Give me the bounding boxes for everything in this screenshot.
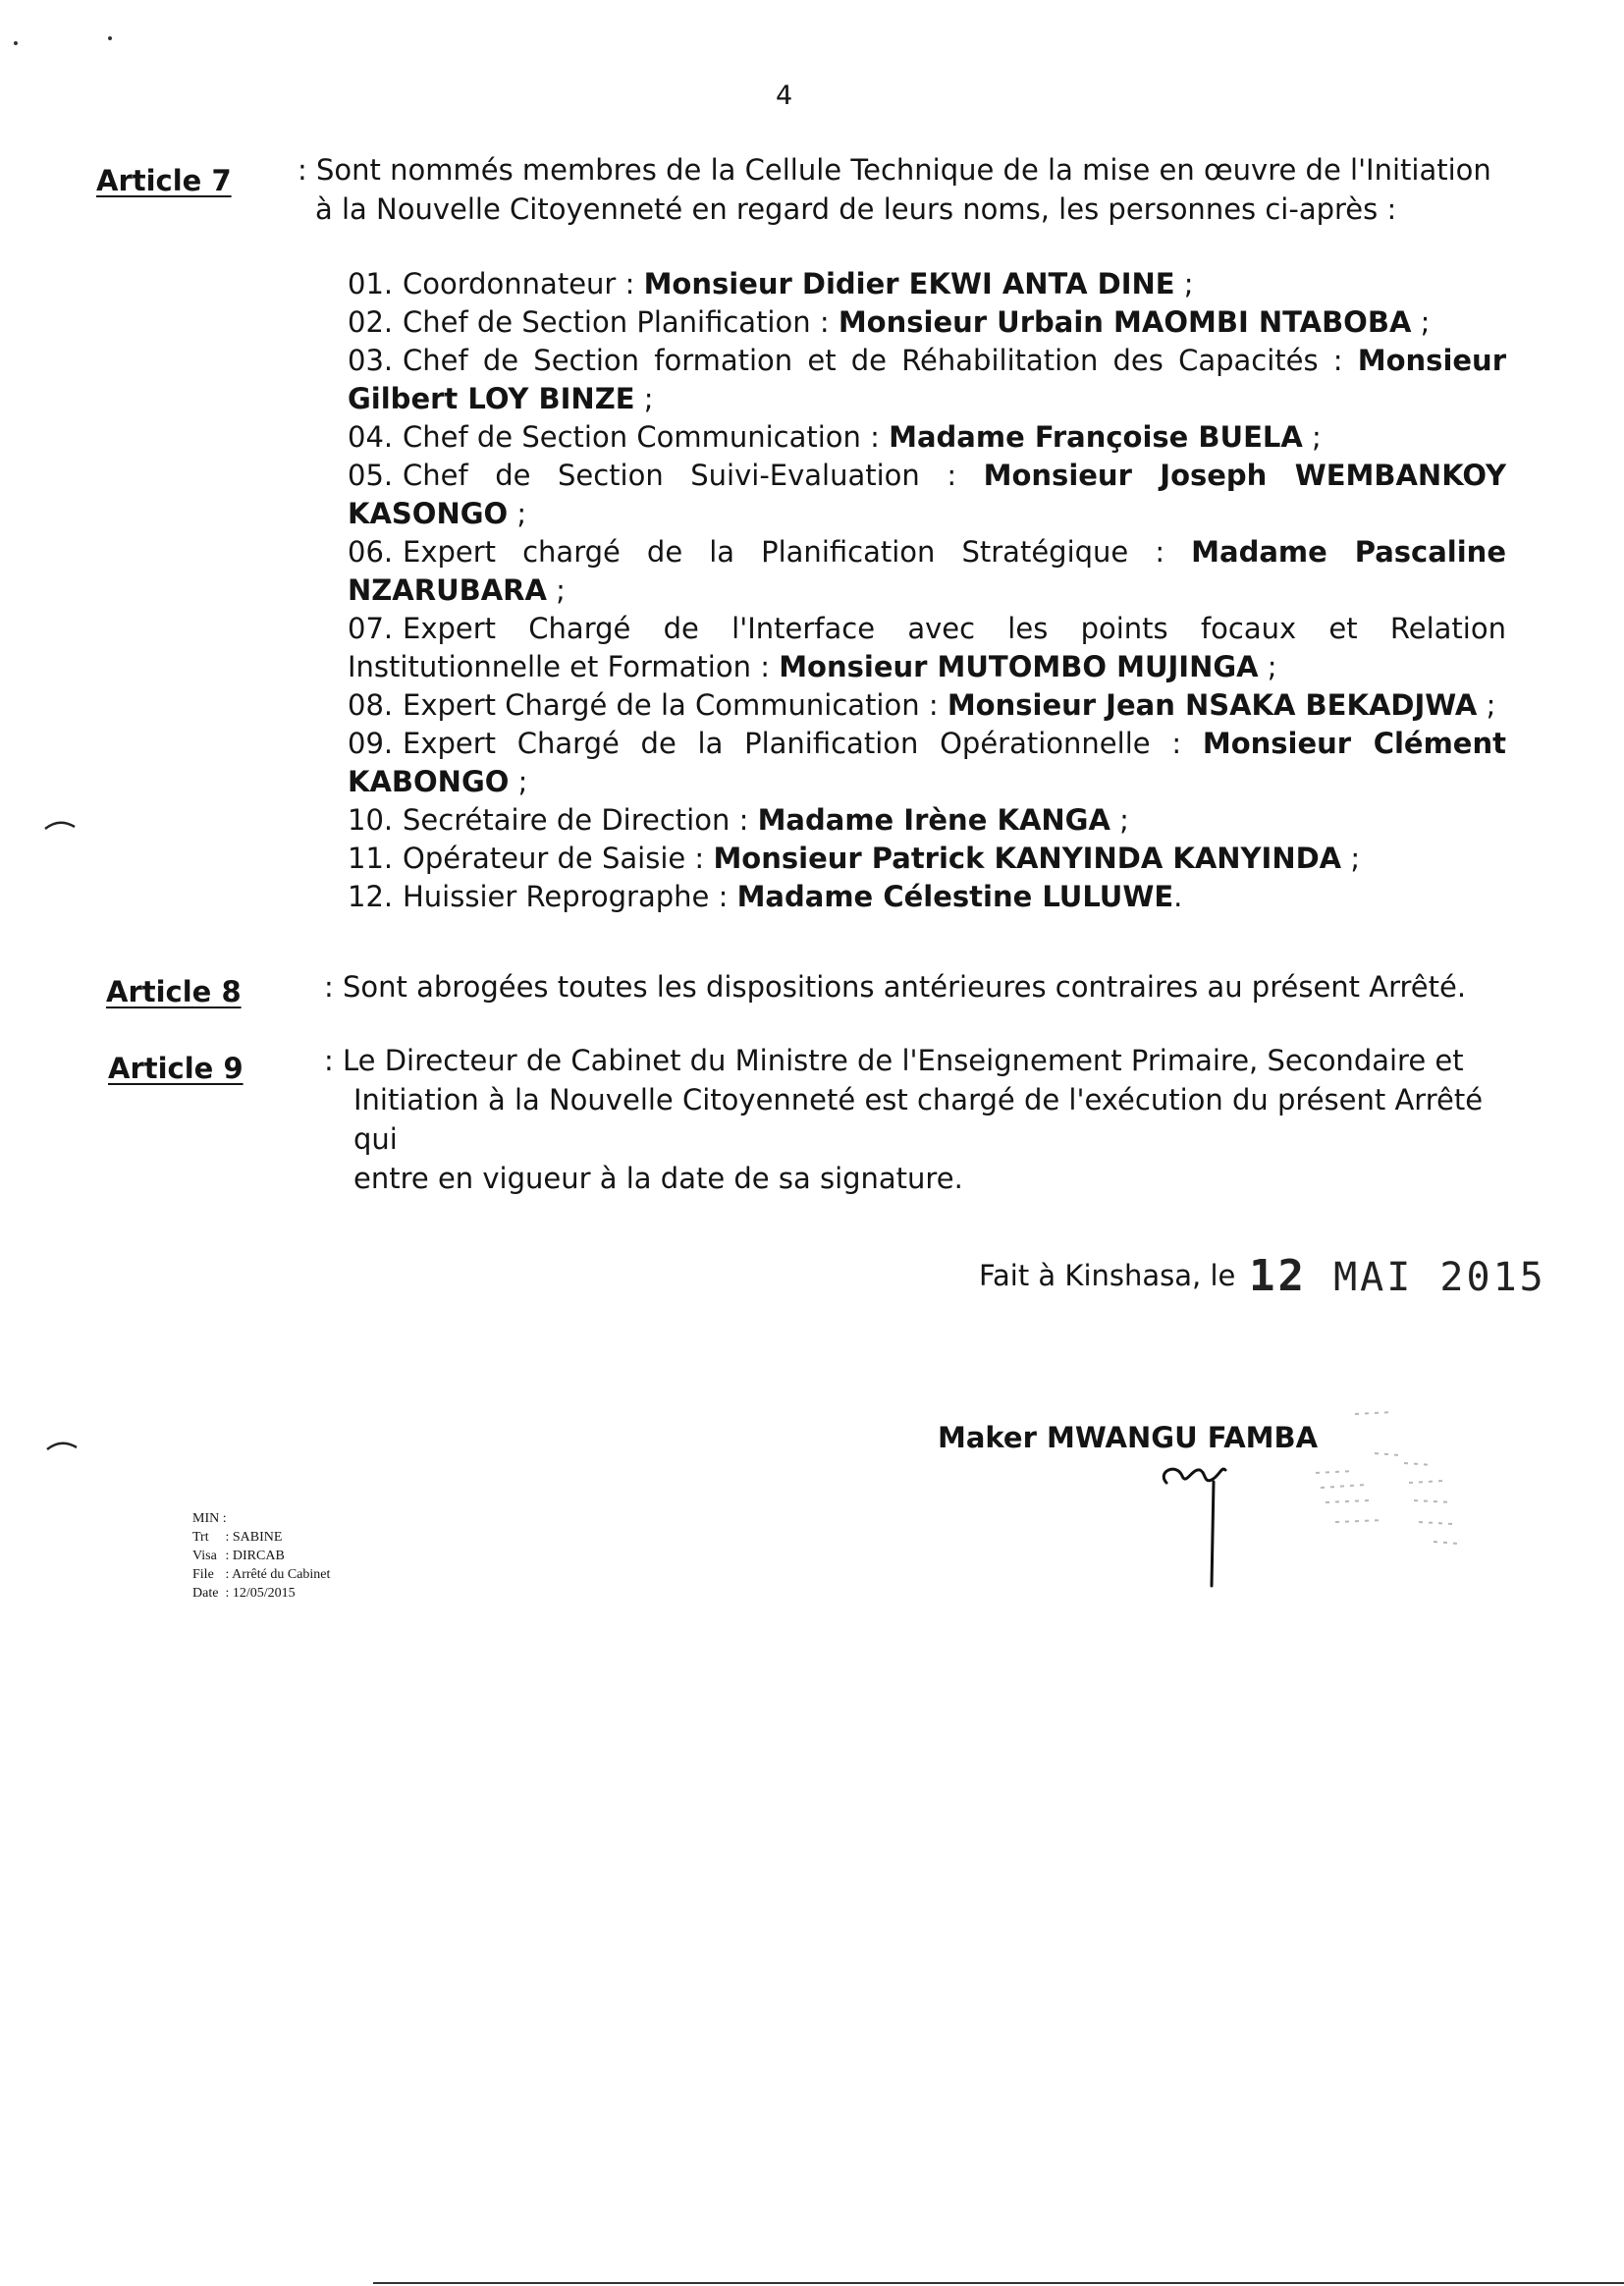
member-name: Monsieur MUTOMBO MUJINGA [779, 650, 1259, 683]
article-9-line-3: entre en vigueur à la date de sa signature. [353, 1162, 963, 1195]
reference-label: File [192, 1567, 214, 1582]
reference-row [192, 1584, 330, 1603]
faded-seal-stamp [1296, 1394, 1492, 1591]
reference-row [192, 1565, 330, 1584]
member-role: Expert Chargé de la Communication : [403, 688, 947, 722]
member-role: Coordonnateur : [403, 267, 644, 300]
member-name: Madame Irène KANGA [757, 803, 1110, 837]
member-role: Expert chargé de la Planification Stratégique : [403, 535, 1192, 569]
member-name: Monsieur Jean NSAKA BEKADJWA [947, 688, 1478, 722]
member-number: 07. [348, 612, 394, 645]
reference-label: Date [192, 1586, 219, 1601]
member-name: Monsieur Patrick KANYINDA KANYINDA [713, 842, 1342, 875]
member-number: 02. [348, 305, 394, 339]
handwritten-signature [1149, 1458, 1267, 1596]
member-role: Expert Chargé de la Planification Opérationnelle : [403, 727, 1203, 760]
member-number: 05. [348, 459, 394, 492]
reference-block [192, 1509, 330, 1603]
member-role: Opérateur de Saisie : [403, 842, 714, 875]
member-name: Madame Françoise BUELA [889, 420, 1303, 454]
article-7-intro-line-2: à la Nouvelle Citoyenneté en regard de leurs noms, les personnes ci-après : [315, 192, 1397, 226]
member-number: 08. [348, 688, 394, 722]
member-item [348, 303, 1506, 342]
reference-row [192, 1528, 330, 1547]
article-7-intro [298, 150, 1515, 229]
member-number: 12. [348, 880, 394, 913]
article-9-line-2: Initiation à la Nouvelle Citoyenneté est chargé de l'exécution du présent Arrêté qui [353, 1083, 1484, 1156]
member-role: Chef de Section Planification : [403, 305, 839, 339]
member-item [348, 878, 1506, 916]
reference-value: : DIRCAB [225, 1549, 285, 1563]
member-item [348, 801, 1506, 840]
member-end: ; [508, 497, 527, 530]
article-9-text [324, 1041, 1514, 1198]
member-end: ; [1110, 803, 1129, 837]
reference-value: : Arrêté du Cabinet [225, 1567, 331, 1582]
member-item [348, 725, 1506, 801]
member-item [348, 686, 1506, 725]
member-end: ; [1477, 688, 1496, 722]
margin-tick-mark [41, 815, 81, 835]
member-number: 06. [348, 535, 394, 569]
member-item [348, 418, 1506, 457]
reference-label: Visa [192, 1549, 217, 1563]
member-name: Monsieur Didier EKWI ANTA DINE [643, 267, 1175, 300]
member-end: ; [1341, 842, 1361, 875]
member-role: Chef de Section Suivi-Evaluation : [403, 459, 984, 492]
member-name: Monsieur Urbain MAOMBI NTABOBA [838, 305, 1412, 339]
member-end: ; [1258, 650, 1277, 683]
member-number: 10. [348, 803, 394, 837]
member-role: Secrétaire de Direction : [403, 803, 758, 837]
member-item [348, 265, 1506, 303]
reference-row [192, 1509, 330, 1528]
member-number: 01. [348, 267, 394, 300]
member-number: 03. [348, 344, 394, 377]
page-number: 4 [776, 81, 793, 111]
member-end: ; [546, 573, 566, 607]
member-item [348, 610, 1506, 686]
reference-label: Trt [192, 1530, 209, 1545]
member-role: Huissier Reprographe : [403, 880, 737, 913]
member-role: Chef de Section formation et de Réhabilitation des Capacités : [403, 344, 1358, 377]
margin-tick-mark [43, 1436, 82, 1455]
member-role: Expert Chargé de l'Interface avec les points focaux et Relation Institutionnelle et Formation : [348, 612, 1506, 683]
member-end: ; [1411, 305, 1431, 339]
member-item [348, 457, 1506, 533]
member-end: ; [634, 382, 654, 415]
stamp-month: MAI [1333, 1255, 1414, 1300]
article-8-heading: Article 8 [106, 975, 242, 1008]
member-end: ; [509, 765, 528, 798]
stamp-day: 12 [1249, 1251, 1307, 1301]
member-number: 04. [348, 420, 394, 454]
member-name: Madame Célestine LULUWE [736, 880, 1174, 913]
stamp-year: 2015 [1439, 1255, 1546, 1300]
member-item [348, 342, 1506, 418]
member-name: Madame Pascaline NZARUBARA [348, 535, 1507, 607]
scan-dot-marks [8, 29, 116, 59]
member-number: 09. [348, 727, 394, 760]
reference-value: : SABINE [225, 1530, 283, 1545]
member-item [348, 533, 1506, 610]
bottom-edge-line [373, 2282, 1624, 2284]
member-name: Monsieur Clément KABONGO [348, 727, 1506, 798]
member-name: Monsieur Joseph WEMBANKOY KASONGO [348, 459, 1506, 530]
member-end: ; [1302, 420, 1322, 454]
article-7-heading: Article 7 [96, 164, 232, 197]
reference-label: MIN : [192, 1511, 227, 1526]
place-date-label: Fait à Kinshasa, le [979, 1259, 1236, 1292]
member-end: . [1173, 880, 1183, 913]
member-end: ; [1174, 267, 1194, 300]
article-9-line-1: : Le Directeur de Cabinet du Ministre de l'Enseignement Primaire, Secondaire et [324, 1044, 1464, 1077]
signatory-name: Maker MWANGU FAMBA [938, 1421, 1319, 1454]
member-number: 11. [348, 842, 394, 875]
member-role: Chef de Section Communication : [403, 420, 890, 454]
article-7-intro-line-1: : Sont nommés membres de la Cellule Technique de la mise en œuvre de l'Initiation [298, 153, 1491, 187]
reference-value: : 12/05/2015 [225, 1586, 296, 1601]
members-list [348, 265, 1506, 916]
article-8-text: : Sont abrogées toutes les dispositions antérieures contraires au présent Arrêté. [324, 970, 1467, 1004]
member-name: Monsieur Gilbert LOY BINZE [348, 344, 1506, 415]
member-item [348, 840, 1506, 878]
reference-row [192, 1547, 330, 1565]
article-9-heading: Article 9 [108, 1052, 244, 1085]
date-stamp [1249, 1251, 1546, 1301]
